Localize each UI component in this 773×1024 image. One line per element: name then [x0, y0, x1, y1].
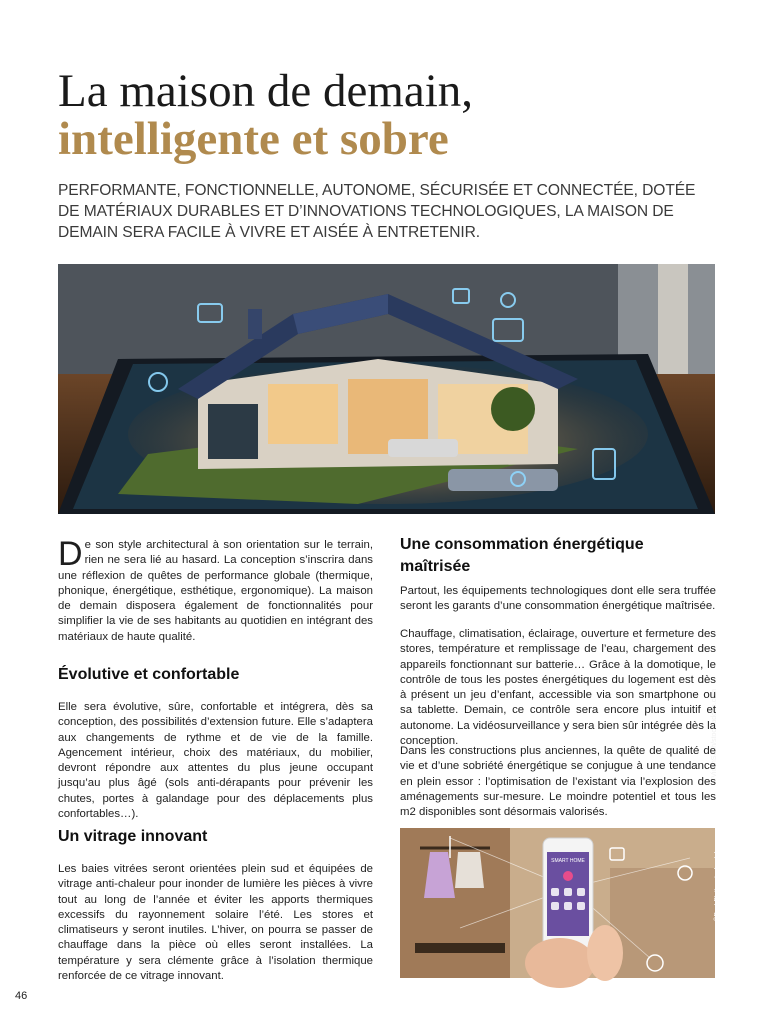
title-line-1: La maison de demain, — [58, 65, 474, 117]
intro-paragraph — [58, 535, 373, 645]
smart-home-phone-illustration — [400, 828, 715, 978]
heading-consommation: Une consommation énergétique maîtrisée — [400, 536, 644, 575]
intro-text: e son style architectural à son orientation sur le terrain, rien ne sera lié au hasard. La conception s’inscrira dans une réflexion de quêtes de performance globale (thermique, phonique, énergétique, esthétique, ergonomique). La maison de demain disposera également de fonctionnalités pour simplifier la vie de ses habitants au quotidien en intégrant des matériaux de haute qualité. — [58, 539, 373, 643]
dropcap: D — [58, 535, 83, 573]
smart-home-photo — [400, 828, 720, 978]
phone-screen-label: SMART HOME — [551, 858, 585, 864]
consommation-paragraph-1: Partout, les équipements technologiques dont elle sera truffée seront les garants d’une consommation énergétique maîtrisée. — [400, 585, 716, 613]
evolutive-paragraph: Elle sera évolutive, sûre, confortable et intégrera, dès sa conception, des possibilités d’extension future. Elle s’adaptera aux changements de rythme et de vie de la famille. Agencement intérieur, choix des matériaux, du mobilier, devront répondre aux attentes du plus jeune occupant jusqu’au plus âgé (sols anti-dérapants pour prévenir les chutes, portes à galandage pour des déplacements plus confortables…). — [58, 701, 373, 821]
lead-paragraph: PERFORMANTE, FONCTIONNELLE, AUTONOME, SÉCURISÉE ET CONNECTÉE, DOTÉE DE MATÉRIAUX DURABLES ET D’INNOVATIONS TECHNOLOGIQUES, LA MAISON DE DEMAIN SERA FACILE À VIVRE ET AISÉE À ENTRETENIR. — [58, 182, 696, 241]
page-number: 46 — [15, 990, 28, 1002]
heading-evolutive: Évolutive et confortable — [58, 666, 240, 683]
consommation-paragraph-3: Dans les constructions plus anciennes, la quête de qualité de vie et d’une sobriété énergétique se conjugue à une tendance en plein essor : l’optimisation de l’existant via l’explosion des aménagements sur-mesure. Le moindre potentiel et tous les m2 disponibles sont désormais valorisés. — [400, 745, 716, 819]
smart-home-photo-credit: ©Paul-Blatt – stock.adobe.com — [713, 832, 720, 922]
smart-house-illustration — [58, 264, 715, 514]
hero-photo-credit: ©VicenSanh/stock.adobe.com — [711, 689, 718, 783]
consommation-paragraph-2: Chauffage, climatisation, éclairage, ouverture et fermeture des stores, température et remplissage de l’eau, chargement des appareils fonctionnant sur batterie… Grâce à la domotique, le contrôle de tous les postes énergétiques du logement est dès à présent un jeu d’enfant, accessible via son smartphone ou sa tablette. Demain, ce contrôle sera encore plus intuitif et autonome. La vidéosurveillance y sera bien sûr intégrée dès la conception. — [400, 628, 716, 748]
title-line-2: intelligente et sobre — [58, 113, 449, 165]
heading-vitrage: Un vitrage innovant — [58, 828, 208, 845]
vitrage-paragraph: Les baies vitrées seront orientées plein sud et équipées de vitrage anti-chaleur pour inonder de lumière les pièces à vivre tout au long de l’année et éviter les apports thermiques excessifs du rayonnement solaire l’été. Les stores et climatiseurs y seront inutiles. L’hiver, on pourra se passer de chauffage dans la pièce où elles seront installées. La température y sera clémente grâce à l’isolation thermique renforcée de ce vitrage innovant. — [58, 863, 373, 983]
